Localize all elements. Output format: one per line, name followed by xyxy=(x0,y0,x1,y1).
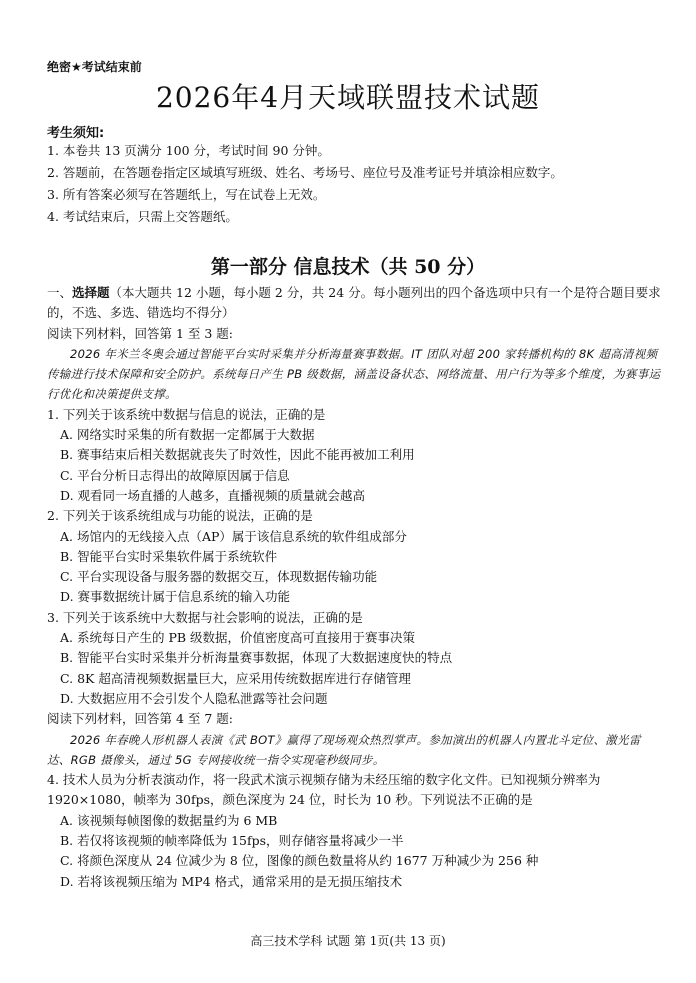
question-stem: 4. 技术人员为分析表演动作，将一段武术演示视频存储为未经压缩的数字化文件。已知视频分辨率为 1920×1080，帧率为 30fps，颜色深度为 24 位，时长为 10 秒。下列说法不正确的是 xyxy=(47,772,601,808)
page-footer: 高三技术学科 试题 第 1页(共 13 页) xyxy=(250,934,446,948)
notice-list xyxy=(47,140,667,228)
part-title: 第一部分 信息技术（共 50 分） xyxy=(210,256,486,278)
question-stem: 2. 下列关于该系统组成与功能的说法，正确的是 xyxy=(47,508,313,524)
option-b: B. 智能平台实时采集软件属于系统软件 xyxy=(60,548,278,564)
option-b: B. 智能平台实时采集并分析海量赛事数据，体现了大数据速度快的特点 xyxy=(60,650,453,666)
confidential-label: 绝密★考试结束前 xyxy=(47,60,142,74)
option-a: A. 场馆内的无线接入点（AP）属于该信息系统的软件组成部分 xyxy=(60,528,407,544)
material-intro: 阅读下列材料，回答第 4 至 7 题: xyxy=(47,711,234,727)
notice-item: 4. 考试结束后，只需上交答题纸。 xyxy=(47,209,238,224)
questions-body xyxy=(47,283,661,892)
notice-item: 2. 答题前，在答题卷指定区域填写班级、姓名、考场号、座位号及准考证号并填涂相应数字。 xyxy=(47,165,563,180)
section-prefix: 一、 xyxy=(47,285,73,300)
option-c: C. 平台实现设备与服务器的数据交互，体现数据传输功能 xyxy=(60,569,378,585)
notice-item: 3. 所有答案必须写在答题纸上，写在试卷上无效。 xyxy=(47,187,326,202)
option-a: A. 网络实时采集的所有数据一定都属于大数据 xyxy=(60,427,315,443)
option-a: A. 系统每日产生的 PB 级数据，价值密度高可直接用于赛事决策 xyxy=(60,630,416,646)
material-intro: 阅读下列材料，回答第 1 至 3 题: xyxy=(47,325,234,341)
material-text: 2026 年米兰冬奥会通过智能平台实时采集并分析海量赛事数据。IT 团队对超 200 家转播机构的 8K 超高清视频传输进行技术保障和安全防护。系统每日产生 PB 级数据，涵盖设备状态、网络流量、用户行为等多个维度，为赛事运行优化和决策提供支撑。 xyxy=(47,346,661,402)
option-c: C. 将颜色深度从 24 位减少为 8 位，图像的颜色数量将从约 1677 万种减少为 256 种 xyxy=(60,853,539,869)
option-d: D. 观看同一场直播的人越多，直播视频的质量就会越高 xyxy=(60,487,366,503)
notice-heading: 考生须知: xyxy=(47,126,105,141)
material-text: 2026 年春晚人形机器人表演《武 BOT》赢得了现场观众热烈掌声。参加演出的机器人内置北斗定位、激光雷达、RGB 摄像头，通过 5G 专网接收统一指令实现毫秒级同步。 xyxy=(47,732,641,767)
notice-item: 1. 本卷共 13 页满分 100 分，考试时间 90 分钟。 xyxy=(47,143,330,158)
option-c: C. 8K 超高清视频数据量巨大，应采用传统数据库进行存储管理 xyxy=(60,670,411,686)
option-b: B. 赛事结束后相关数据就丧失了时效性，因此不能再被加工利用 xyxy=(60,447,415,463)
question-stem: 3. 下列关于该系统中大数据与社会影响的说法，正确的是 xyxy=(47,609,363,625)
option-c: C. 平台分析日志得出的故障原因属于信息 xyxy=(60,467,290,483)
option-d: D. 赛事数据统计属于信息系统的输入功能 xyxy=(60,589,291,605)
exam-title: 2026年4月天域联盟技术试题 xyxy=(155,81,541,114)
question-stem: 1. 下列关于该系统中数据与信息的说法，正确的是 xyxy=(47,406,326,422)
section-name: 选择题 xyxy=(72,285,110,300)
option-d: D. 大数据应用不会引发个人隐私泄露等社会问题 xyxy=(60,690,328,706)
option-d: D. 若将该视频压缩为 MP4 格式，通常采用的是无损压缩技术 xyxy=(60,873,403,889)
option-b: B. 若仅将该视频的帧率降低为 15fps，则存储容量将减少一半 xyxy=(60,833,404,849)
option-a: A. 该视频每帧图像的数据量约为 6 MB xyxy=(60,812,278,828)
section-header xyxy=(47,283,661,324)
section-description: （本大题共 12 小题，每小题 2 分，共 24 分。每小题列出的四个备选项中只有一个是符合题目要求的，不选、多选、错选均不得分） xyxy=(47,285,661,321)
